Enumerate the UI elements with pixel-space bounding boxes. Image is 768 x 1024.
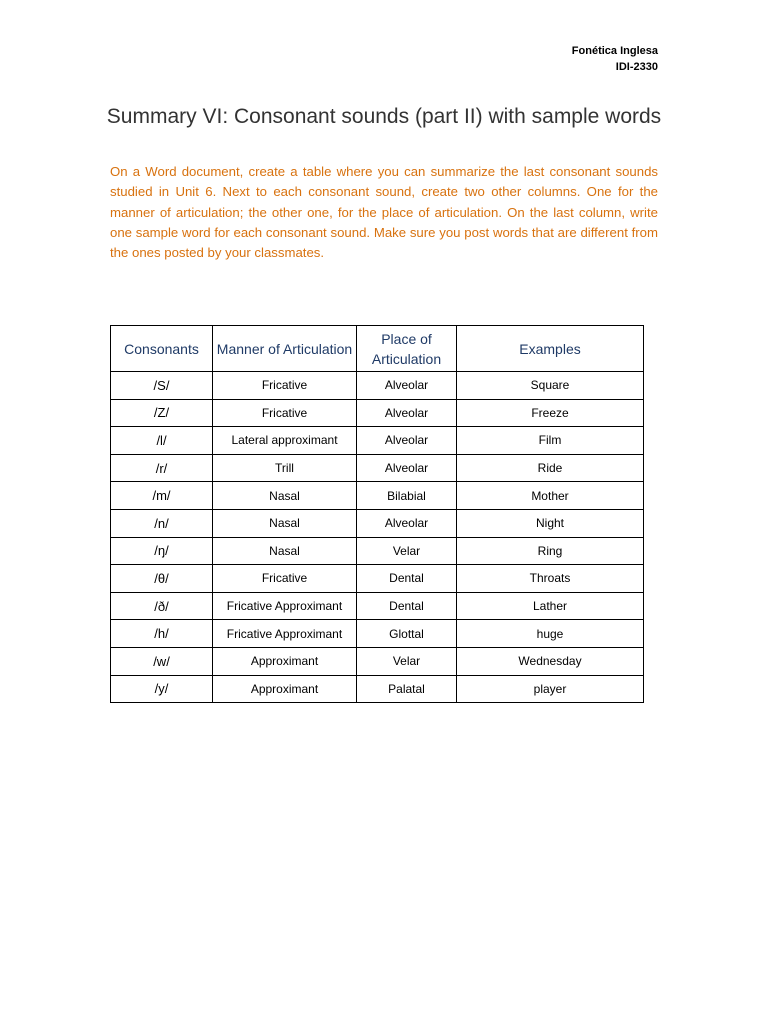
table-row	[111, 620, 644, 648]
manner-cell: Lateral approximant	[213, 427, 357, 455]
header-place: Place of Articulation	[357, 326, 457, 372]
place-cell: Alveolar	[357, 399, 457, 427]
consonant-cell: /n/	[111, 509, 213, 537]
consonant-cell: /r/	[111, 454, 213, 482]
header-consonants: Consonants	[111, 326, 213, 372]
place-cell: Dental	[357, 565, 457, 593]
example-cell: Ring	[457, 537, 644, 565]
manner-cell: Trill	[213, 454, 357, 482]
place-cell: Velar	[357, 647, 457, 675]
manner-cell: Nasal	[213, 509, 357, 537]
consonant-cell: /m/	[111, 482, 213, 510]
manner-cell: Nasal	[213, 482, 357, 510]
example-cell: Lather	[457, 592, 644, 620]
consonant-cell: /S/	[111, 372, 213, 400]
manner-cell: Fricative	[213, 565, 357, 593]
table-row	[111, 372, 644, 400]
example-cell: Square	[457, 372, 644, 400]
manner-cell: Fricative Approximant	[213, 620, 357, 648]
table-row	[111, 399, 644, 427]
consonant-cell: /ð/	[111, 592, 213, 620]
place-cell: Alveolar	[357, 372, 457, 400]
example-cell: Wednesday	[457, 647, 644, 675]
example-cell: Night	[457, 509, 644, 537]
example-cell: Film	[457, 427, 644, 455]
page-header	[572, 43, 658, 75]
consonant-cell: /h/	[111, 620, 213, 648]
consonant-cell: /ŋ/	[111, 537, 213, 565]
table-row	[111, 565, 644, 593]
consonant-cell: /l/	[111, 427, 213, 455]
example-cell: Freeze	[457, 399, 644, 427]
table-row	[111, 509, 644, 537]
place-cell: Bilabial	[357, 482, 457, 510]
manner-cell: Fricative	[213, 372, 357, 400]
instructions-paragraph: On a Word document, create a table where you can summarize the last consonant sounds studied in Unit 6. Next to each consonant sound, create two other columns. One for the manner of articulation; the other one, for the place of articulation. On the last column, write one sample word for each consonant sound. Make sure you post words that are different from the ones posted by your classmates.	[110, 164, 658, 261]
manner-cell: Nasal	[213, 537, 357, 565]
example-cell: player	[457, 675, 644, 703]
table-row	[111, 675, 644, 703]
table-header-row	[111, 326, 644, 372]
manner-cell: Fricative Approximant	[213, 592, 357, 620]
manner-cell: Approximant	[213, 647, 357, 675]
example-cell: Ride	[457, 454, 644, 482]
example-cell: Mother	[457, 482, 644, 510]
example-cell: Throats	[457, 565, 644, 593]
consonant-cell: /Z/	[111, 399, 213, 427]
place-cell: Glottal	[357, 620, 457, 648]
course-name: Fonética Inglesa	[571, 45, 658, 57]
table-row	[111, 647, 644, 675]
place-cell: Velar	[357, 537, 457, 565]
header-manner: Manner of Articulation	[213, 326, 357, 372]
consonant-cell: /w/	[111, 647, 213, 675]
table-row	[111, 454, 644, 482]
manner-cell: Approximant	[213, 675, 357, 703]
table-row	[111, 482, 644, 510]
place-cell: Palatal	[357, 675, 457, 703]
example-cell: huge	[457, 620, 644, 648]
header-examples: Examples	[457, 326, 644, 372]
table-row	[111, 592, 644, 620]
table-row	[111, 427, 644, 455]
manner-cell: Fricative	[213, 399, 357, 427]
place-cell: Alveolar	[357, 454, 457, 482]
consonant-summary-table	[110, 325, 644, 703]
consonant-cell: /y/	[111, 675, 213, 703]
consonant-cell: /θ/	[111, 565, 213, 593]
table-row	[111, 537, 644, 565]
place-cell: Alveolar	[357, 509, 457, 537]
course-code: IDI-2330	[615, 61, 658, 73]
place-cell: Dental	[357, 592, 457, 620]
document-title: Summary VI: Consonant sounds (part II) with sample words	[106, 105, 662, 129]
place-cell: Alveolar	[357, 427, 457, 455]
